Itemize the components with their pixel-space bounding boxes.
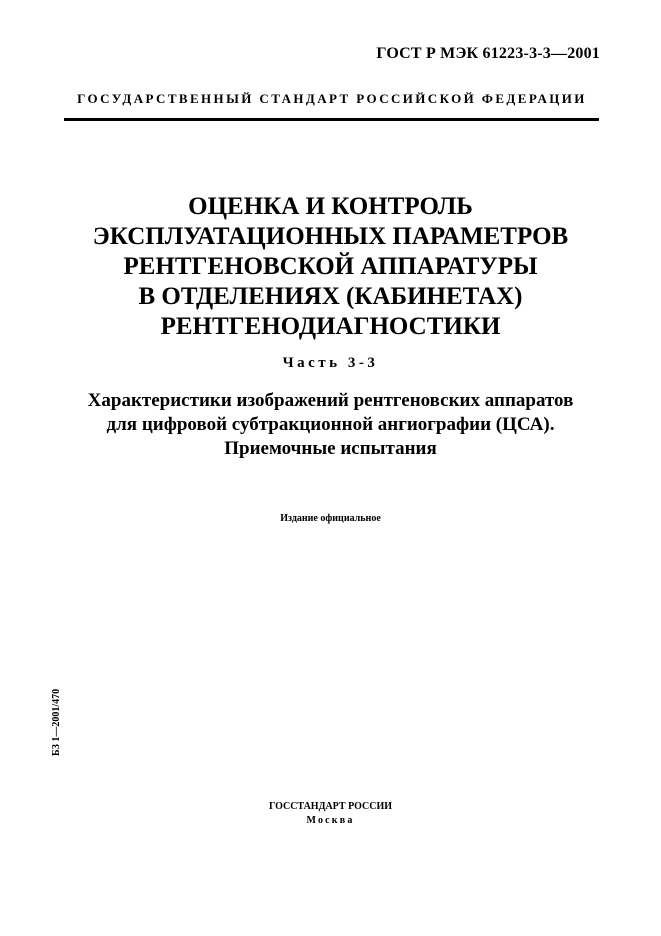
title-line: РЕНТГЕНОВСКОЙ АППАРАТУРЫ xyxy=(123,253,538,280)
standard-number: ГОСТ Р МЭК 61223-3-3—2001 xyxy=(376,45,600,62)
title-line: РЕНТГЕНОДИАГНОСТИКИ xyxy=(160,313,501,340)
part-label: Часть 3-3 xyxy=(282,355,379,371)
edition-label: Издание официальное xyxy=(280,513,381,524)
subtitle-line: Характеристики изображений рентгеновских аппаратов xyxy=(87,390,574,411)
document-subtitle xyxy=(0,389,661,461)
state-standard-heading: ГОСУДАРСТВЕННЫЙ СТАНДАРТ РОССИЙСКОЙ ФЕДЕРАЦИИ xyxy=(77,91,587,106)
subtitle-line: для цифровой субтракционной ангиографии (ЦСА). xyxy=(106,414,555,435)
header-divider xyxy=(64,118,599,121)
subtitle-line: Приемочные испытания xyxy=(224,438,437,459)
publisher-block xyxy=(0,800,661,828)
publisher-city: Москва xyxy=(306,815,355,826)
title-line: ОЦЕНКА И КОНТРОЛЬ xyxy=(188,193,473,220)
title-line: В ОТДЕЛЕНИЯХ (КАБИНЕТАХ) xyxy=(138,283,523,310)
publisher-name: ГОССТАНДАРТ РОССИИ xyxy=(268,801,393,812)
side-code: БЗ 1—2001/470 xyxy=(51,688,62,756)
title-line: ЭКСПЛУАТАЦИОННЫХ ПАРАМЕТРОВ xyxy=(92,223,569,250)
document-title xyxy=(0,192,661,342)
